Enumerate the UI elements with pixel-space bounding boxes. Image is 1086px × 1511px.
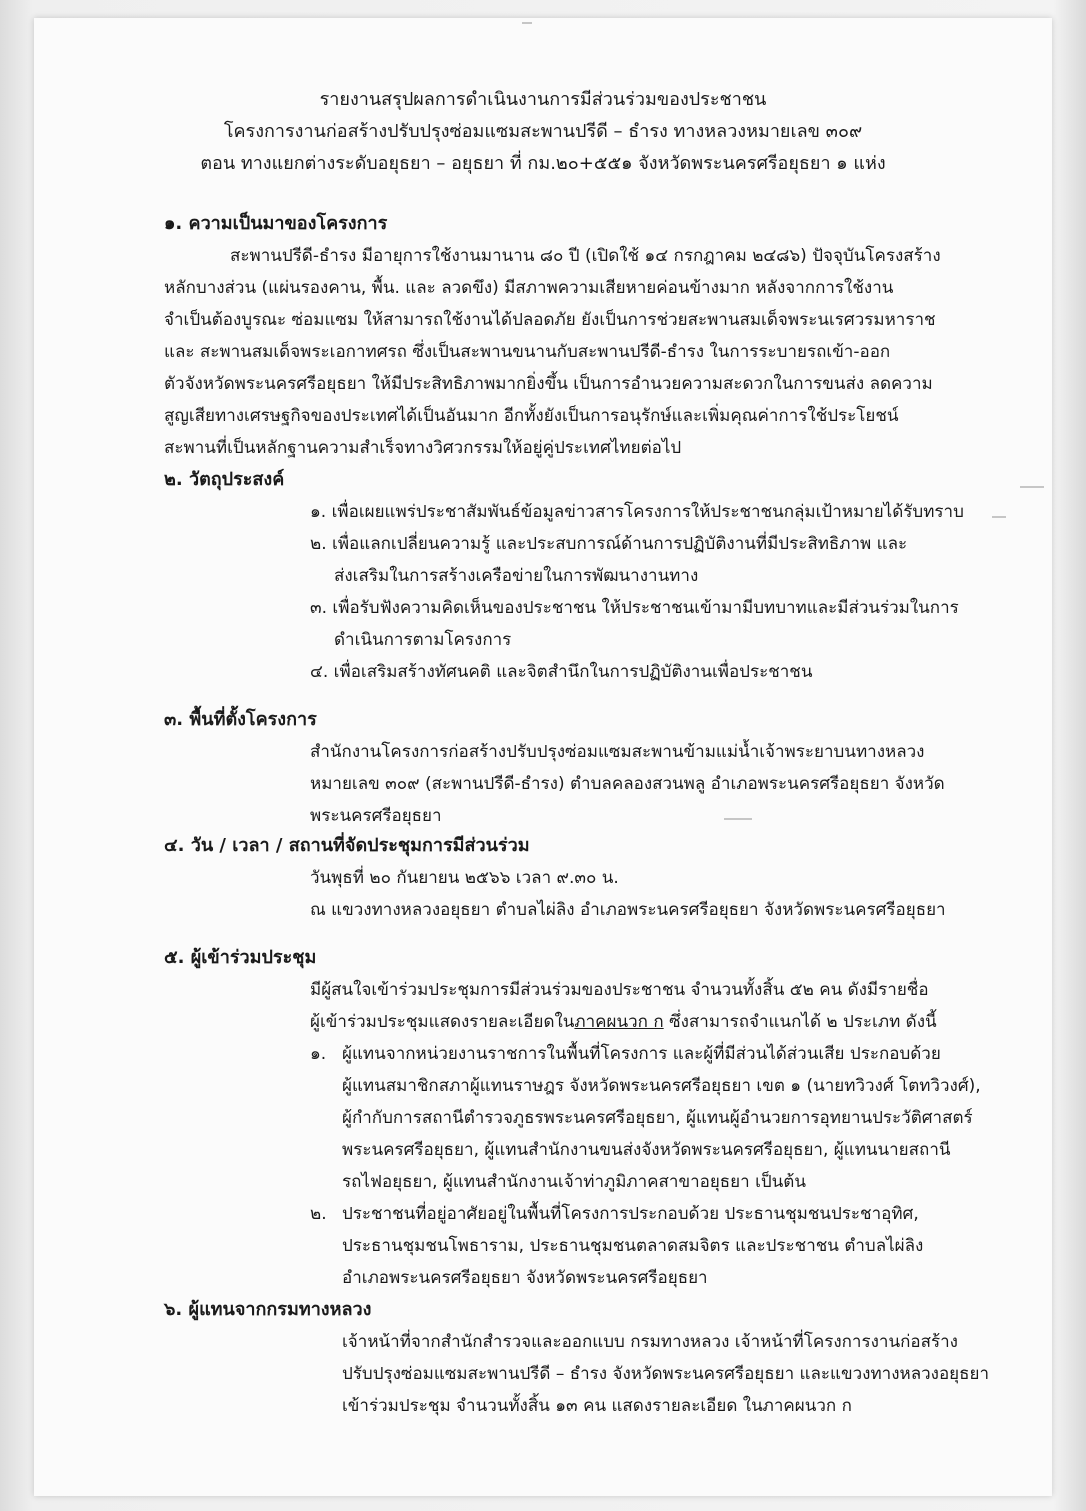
section-1-line: จำเป็นต้องบูรณะ ซ่อมแซม ให้สามารถใช้งานได้ปลอดภัย ยังเป็นการช่วยสะพานสมเด็จพระนเรศวรมหาราช <box>164 310 936 330</box>
section-3-line: พระนครศรีอยุธยา <box>310 806 442 826</box>
document-title: รายงานสรุปผลการดำเนินงานการมีส่วนร่วมของประชาชน <box>319 89 767 110</box>
section-6-line: เจ้าหน้าที่จากสำนักสำรวจและออกแบบ กรมทางหลวง เจ้าหน้าที่โครงการงานก่อสร้าง <box>342 1332 958 1352</box>
objective-item-cont: ส่งเสริมในการสร้างเครือข่ายในการพัฒนางานทาง <box>334 566 699 586</box>
section-1-line: สูญเสียทางเศรษฐกิจของประเทศได้เป็นอันมาก อีกทั้งยังเป็นการอนุรักษ์และเพิ่มคุณค่าการใช้ประโยชน์ <box>164 406 899 426</box>
objective-item: ๔. เพื่อเสริมสร้างทัศนคติ และจิตสำนึกในการปฏิบัติงานเพื่อประชาชน <box>310 662 813 682</box>
section-1-line: หลักบางส่วน (แผ่นรองคาน, พื้น. และ ลวดขึง) มีสภาพความเสียหายค่อนข้างมาก หลังจากการใช้งาน <box>164 278 894 298</box>
section-4-heading: ๔. วัน / เวลา / สถานที่จัดประชุมการมีส่วนร่วม <box>164 835 530 856</box>
participant-item-line: ประธานชุมชนโพธาราม, ประธานชุมชนตลาดสมจิตร และประชาชน ตำบลไผ่ลิง <box>342 1236 924 1256</box>
section-1-line: สะพานปรีดี-ธำรง มีอายุการใช้งานมานาน ๘๐ ปี (เปิดใช้ ๑๔ กรกฎาคม ๒๔๘๖) ปัจจุบันโครงสร้าง <box>230 246 941 266</box>
document-subtitle: โครงการงานก่อสร้างปรับปรุงซ่อมแซมสะพานปรีดี – ธำรง ทางหลวงหมายเลข ๓๐๙ <box>223 121 863 142</box>
participant-item-line: ผู้กำกับการสถานีตำรวจภูธรพระนครศรีอยุธยา, ผู้แทนผู้อำนวยการอุทยานประวัติศาสตร์ <box>342 1108 973 1128</box>
objective-item-cont: ดำเนินการตามโครงการ <box>334 630 512 650</box>
section-5-intro <box>310 1010 937 1034</box>
section-5-intro: มีผู้สนใจเข้าร่วมประชุมการมีส่วนร่วมของประชาชน จำนวนทั้งสิ้น ๕๒ คน ดังมีรายชื่อ <box>310 980 929 1000</box>
section-5-intro-text: ผู้เข้าร่วมประชุมแสดงรายละเอียดใน <box>310 1012 575 1032</box>
document-subtitle-2: ตอน ทางแยกต่างระดับอยุธยา – อยุธยา ที่ กม.๒๐+๕๕๑ จังหวัดพระนครศรีอยุธยา ๑ แห่ง <box>200 153 886 174</box>
participant-item-line: อำเภอพระนครศรีอยุธยา จังหวัดพระนครศรีอยุธยา <box>342 1268 708 1288</box>
participant-item-line: ผู้แทนจากหน่วยงานราชการในพื้นที่โครงการ และผู้ที่มีส่วนได้ส่วนเสีย ประกอบด้วย <box>342 1044 941 1064</box>
scan-speck <box>992 516 1006 518</box>
section-1-line: สะพานที่เป็นหลักฐานความสำเร็จทางวิศวกรรมให้อยู่คู่ประเทศไทยต่อไป <box>164 438 682 458</box>
section-3-line: สำนักงานโครงการก่อสร้างปรับปรุงซ่อมแซมสะพานข้ามแม่น้ำเจ้าพระยาบนทางหลวง <box>310 742 925 762</box>
section-6-heading: ๖. ผู้แทนจากกรมทางหลวง <box>164 1299 372 1320</box>
scan-speck <box>522 22 532 24</box>
section-1-line: ตัวจังหวัดพระนครศรีอยุธยา ให้มีประสิทธิภาพมากยิ่งขึ้น เป็นการอำนวยความสะดวกในการขนส่ง ลดความ <box>164 374 933 394</box>
participant-item-number: ๒. <box>310 1204 327 1224</box>
objective-item: ๑. เพื่อเผยแพร่ประชาสัมพันธ์ข้อมูลข่าวสารโครงการให้ประชาชนกลุ่มเป้าหมายได้รับทราบ <box>310 502 964 522</box>
objective-item: ๓. เพื่อรับฟังความคิดเห็นของประชาชน ให้ประชาชนเข้ามามีบทบาทและมีส่วนร่วมในการ <box>310 598 959 618</box>
participant-item-line: พระนครศรีอยุธยา, ผู้แทนสำนักงานขนส่งจังหวัดพระนครศรีอยุธยา, ผู้แทนนายสถานี <box>342 1140 951 1160</box>
appendix-reference: ภาคผนวก ก <box>574 1012 664 1032</box>
section-5-intro-text: ซึ่งสามารถจำแนกได้ ๒ ประเภท ดังนี้ <box>663 1012 937 1032</box>
section-2-heading: ๒. วัตถุประสงค์ <box>164 469 285 490</box>
section-1-heading: ๑. ความเป็นมาของโครงการ <box>164 213 388 234</box>
section-6-line: เข้าร่วมประชุม จำนวนทั้งสิ้น ๑๓ คน แสดงรายละเอียด ในภาคผนวก ก <box>342 1396 852 1416</box>
document-page <box>34 18 1052 1496</box>
section-3-line: หมายเลข ๓๐๙ (สะพานปรีดี-ธำรง) ตำบลคลองสวนพลู อำเภอพระนครศรีอยุธยา จังหวัด <box>310 774 945 794</box>
section-5-heading: ๕. ผู้เข้าร่วมประชุม <box>164 947 317 968</box>
section-1-line: และ สะพานสมเด็จพระเอกาทศรถ ซึ่งเป็นสะพานขนานกับสะพานปรีดี-ธำรง ในการระบายรถเข้า-ออก <box>164 342 891 362</box>
objective-item: ๒. เพื่อแลกเปลี่ยนความรู้ และประสบการณ์ด้านการปฏิบัติงานที่มีประสิทธิภาพ และ <box>310 534 908 554</box>
participant-item-line: รถไฟอยุธยา, ผู้แทนสำนักงานเจ้าท่าภูมิภาคสาขาอยุธยา เป็นต้น <box>342 1172 806 1192</box>
participant-item-line: ผู้แทนสมาชิกสภาผู้แทนราษฎร จังหวัดพระนครศรีอยุธยา เขต ๑ (นายทวิวงศ์ โตทวิวงศ์), <box>342 1076 981 1096</box>
section-6-line: ปรับปรุงซ่อมแซมสะพานปรีดี – ธำรง จังหวัดพระนครศรีอยุธยา และแขวงทางหลวงอยุธยา <box>342 1364 990 1384</box>
meeting-location: ณ แขวงทางหลวงอยุธยา ตำบลไผ่ลิง อำเภอพระนครศรีอยุธยา จังหวัดพระนครศรีอยุธยา <box>310 900 946 920</box>
participant-item-line: ประชาชนที่อยู่อาศัยอยู่ในพื้นที่โครงการประกอบด้วย ประธานชุมชนประชาอุทิศ, <box>342 1204 919 1224</box>
participant-item-number: ๑. <box>310 1044 327 1064</box>
meeting-date: วันพุธที่ ๒๐ กันยายน ๒๕๖๖ เวลา ๙.๓๐ น. <box>310 868 619 888</box>
section-3-heading: ๓. พื้นที่ตั้งโครงการ <box>164 709 317 730</box>
scan-speck <box>1020 486 1044 488</box>
scan-speck <box>724 818 752 820</box>
